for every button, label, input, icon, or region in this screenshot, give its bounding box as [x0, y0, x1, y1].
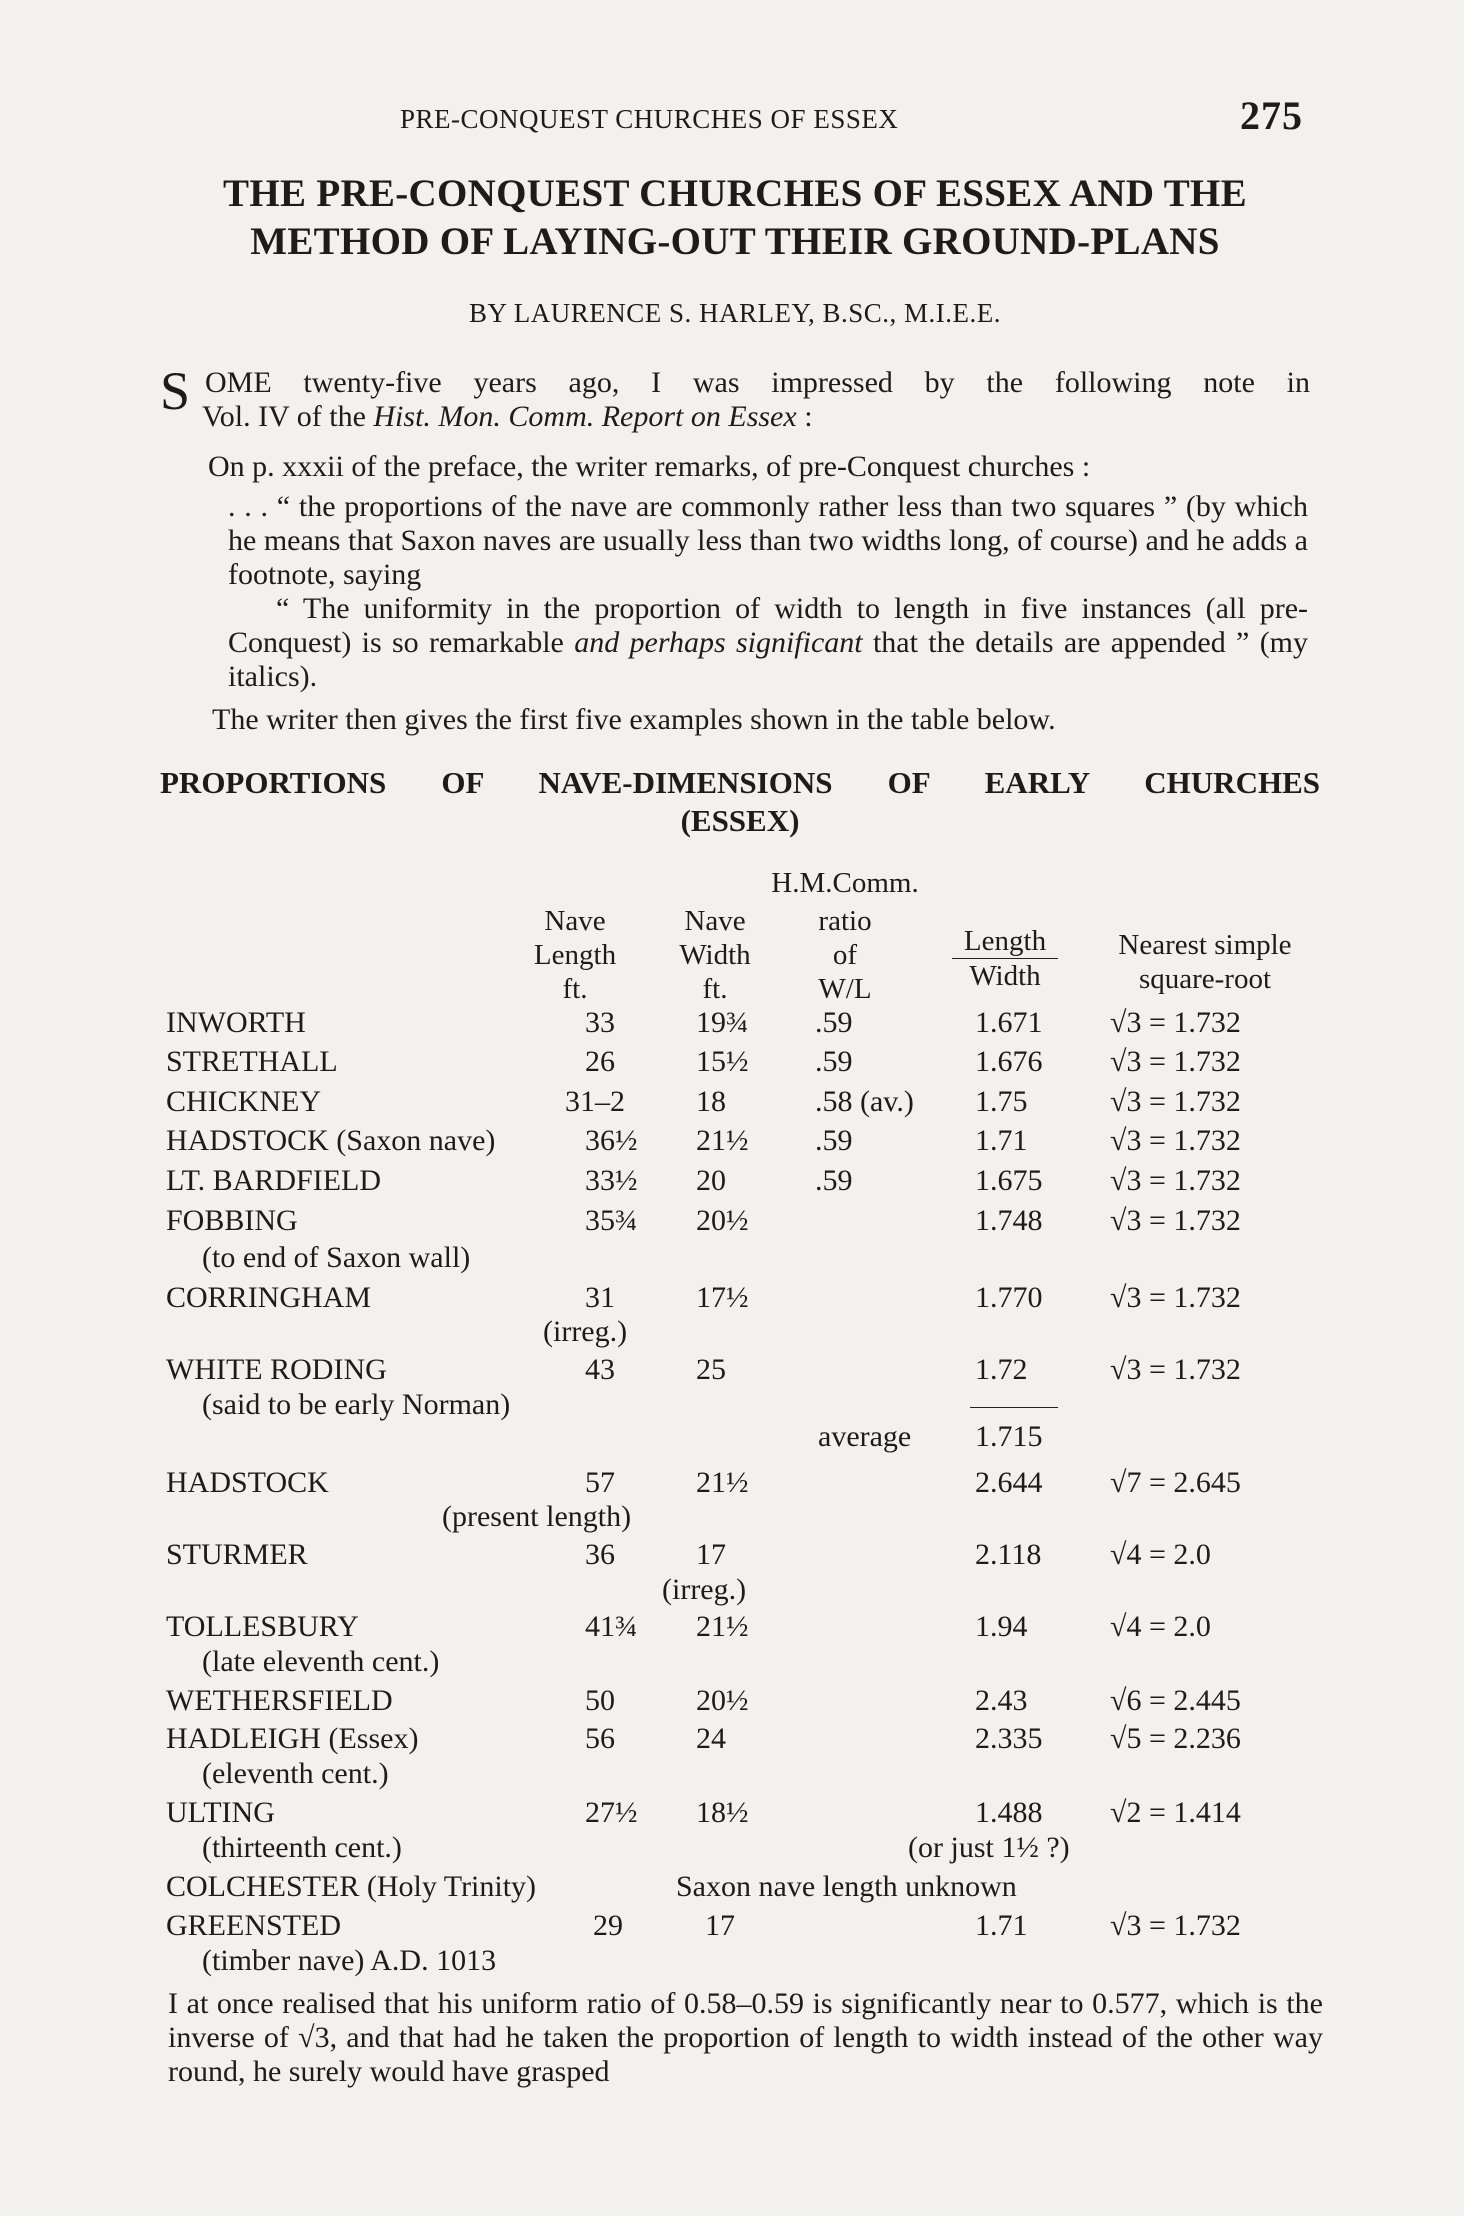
byline: BY LAURENCE S. HARLEY, B.SC., M.I.E.E. — [468, 298, 1002, 328]
length-width: 1.671 — [975, 1006, 1043, 1039]
intro-colon: : — [796, 400, 813, 433]
nearest-root: √7 = 2.645 — [1110, 1466, 1241, 1499]
running-head — [0, 93, 1464, 148]
nave-length: 31–2 — [565, 1085, 625, 1118]
closing-paragraph: I at once realised that his uniform ratio of 0.58–0.59 is significantly near to 0.577, which is the inverse of √3, and that had he taken the proportion of length to width instead of the other way round, he surely would have grasped — [168, 1987, 1323, 2088]
nearest-root: √3 = 1.732 — [1110, 1204, 1241, 1237]
width-note: (irreg.) — [662, 1573, 747, 1606]
church-note: (to end of Saxon wall) — [202, 1241, 471, 1274]
church-name: HADSTOCK (Saxon nave) — [166, 1124, 496, 1157]
table-row — [0, 1085, 1464, 1123]
church-note: (timber nave) A.D. 1013 — [202, 1944, 497, 1977]
nave-width-header — [650, 904, 780, 1006]
length-width: 1.75 — [975, 1085, 1028, 1118]
preface-sentence: On p. xxxii of the preface, the writer remarks, of pre-Conquest churches : — [208, 450, 1091, 483]
length-width: 1.488 — [975, 1796, 1043, 1829]
length-width-header — [940, 924, 1070, 993]
length-width: 1.94 — [975, 1610, 1028, 1643]
ratio: .58 (av.) — [815, 1085, 914, 1118]
nave-length: 50 — [585, 1684, 615, 1717]
nearest-root: √3 = 1.732 — [1110, 1124, 1241, 1157]
intro-line-2 — [202, 400, 1310, 434]
nave-width: 19¾ — [696, 1006, 749, 1039]
church-name: CORRINGHAM — [166, 1281, 372, 1314]
ratio: .59 — [815, 1124, 853, 1157]
table-row — [0, 1870, 1464, 1908]
nave-length: 33 — [585, 1006, 615, 1039]
length-width: 2.335 — [975, 1722, 1043, 1755]
header-text: Nearest simple — [1118, 929, 1292, 961]
nave-length: 29 — [593, 1909, 623, 1942]
church-name: GREENSTED — [166, 1909, 341, 1942]
church-name: HADLEIGH (Essex) — [166, 1722, 419, 1755]
nearest-root: √3 = 1.732 — [1110, 1045, 1241, 1078]
length-note: (irreg.) — [543, 1315, 628, 1348]
length-width-note: (or just 1½ ?) — [908, 1831, 1070, 1864]
header-text: ft. — [562, 973, 588, 1005]
church-name: LT. BARDFIELD — [166, 1164, 382, 1197]
drop-cap: S — [160, 361, 191, 421]
nave-length: 31 — [585, 1281, 615, 1314]
nearest-root: √2 = 1.414 — [1110, 1796, 1241, 1829]
nave-length: 57 — [585, 1466, 615, 1499]
nave-length: 27½ — [585, 1796, 638, 1829]
church-name: ULTING — [166, 1796, 275, 1829]
nave-width: 20½ — [696, 1204, 749, 1237]
church-name: WETHERSFIELD — [166, 1684, 393, 1717]
length-width: 1.748 — [975, 1204, 1043, 1237]
title-line-2: METHOD OF LAYING-OUT THEIR GROUND-PLANS — [250, 220, 1220, 263]
header-numerator: Length — [952, 924, 1058, 959]
nave-width: 21½ — [696, 1124, 749, 1157]
quote-end: that the details are appended ” (my italics). — [228, 626, 1309, 693]
table-row — [0, 1466, 1464, 1504]
church-name: CHICKNEY — [166, 1085, 321, 1118]
ratio: .59 — [815, 1164, 853, 1197]
church-name: COLCHESTER (Holy Trinity) — [166, 1870, 537, 1903]
nearest-root: √5 = 2.236 — [1110, 1722, 1241, 1755]
church-name: FOBBING — [166, 1204, 298, 1237]
table-heading — [160, 764, 1320, 840]
table-row — [0, 1045, 1464, 1083]
nave-length: 36 — [585, 1538, 615, 1571]
table-row — [0, 1164, 1464, 1202]
report-title: Hist. Mon. Comm. Report on Essex — [373, 400, 797, 433]
nearest-root: √4 = 2.0 — [1110, 1610, 1211, 1643]
header-text: Nave — [684, 905, 746, 937]
church-note: (thirteenth cent.) — [202, 1831, 402, 1864]
nave-length-header — [515, 904, 635, 1006]
table-row — [0, 1281, 1464, 1319]
nave-length: 33½ — [585, 1164, 638, 1197]
church-note: (late eleventh cent.) — [202, 1645, 440, 1678]
church-name: TOLLESBURY — [166, 1610, 359, 1643]
header-denominator: Width — [969, 960, 1041, 992]
table-row — [0, 1684, 1464, 1722]
nave-width: 17 — [705, 1909, 735, 1942]
header-text: ratio — [818, 905, 872, 937]
quotation — [228, 490, 1308, 694]
intro-line-1: OME twenty-five years ago, I was impressed by the following note in — [205, 366, 1310, 399]
length-width: 2.644 — [975, 1466, 1043, 1499]
length-width: 2.118 — [975, 1538, 1042, 1571]
nave-length: 43 — [585, 1353, 615, 1386]
article-title — [150, 170, 1320, 266]
church-name: HADSTOCK — [166, 1466, 329, 1499]
nave-width: 17½ — [696, 1281, 749, 1314]
header-text: Width — [679, 939, 751, 971]
table-row — [0, 1006, 1464, 1044]
length-width: 1.71 — [975, 1909, 1028, 1942]
nave-length: 26 — [585, 1045, 615, 1078]
header-text: Nave — [544, 905, 606, 937]
header-text: square-root — [1138, 963, 1272, 995]
quotation-1: . . . “ the proportions of the nave are commonly rather less than two squares ” (by which he means that Saxon naves are usually less than two widths long, of course) and he adds a footnote, saying — [228, 490, 1308, 591]
church-note: (present length) — [442, 1500, 632, 1533]
ratio-header — [790, 904, 900, 1006]
nave-width: 21½ — [696, 1610, 749, 1643]
page-number: 275 — [1240, 93, 1303, 138]
average-rule — [970, 1407, 1058, 1408]
church-note: (said to be early Norman) — [202, 1388, 511, 1421]
quote-text: “ The uniformity in the proportion of width to length in five instances (all pre-Conquest) is so remarkable — [228, 592, 1308, 659]
length-width: 1.72 — [975, 1353, 1028, 1386]
nearest-root: √3 = 1.732 — [1110, 1164, 1241, 1197]
nave-length: 41¾ — [585, 1610, 638, 1643]
table-row — [0, 1796, 1464, 1834]
nearest-root: √3 = 1.732 — [1110, 1085, 1241, 1118]
nave-width: 17 — [696, 1538, 726, 1571]
table-row — [0, 1538, 1464, 1576]
quotation-2 — [228, 592, 1308, 694]
length-width: 1.675 — [975, 1164, 1043, 1197]
ratio: .59 — [815, 1006, 853, 1039]
length-width: 1.71 — [975, 1124, 1028, 1157]
unknown-note: Saxon nave length unknown — [676, 1870, 1017, 1903]
church-name: STURMER — [166, 1538, 308, 1571]
church-name: WHITE RODING — [166, 1353, 387, 1386]
nave-width: 15½ — [696, 1045, 749, 1078]
header-text: of — [832, 939, 858, 971]
average-label: average — [818, 1420, 912, 1453]
intro-text: Vol. IV of the — [202, 400, 374, 433]
nave-width: 20½ — [696, 1684, 749, 1717]
nearest-root: √3 = 1.732 — [1110, 1281, 1241, 1314]
intro-paragraph — [202, 366, 1310, 434]
length-width: 1.676 — [975, 1045, 1043, 1078]
nearest-root: √4 = 2.0 — [1110, 1538, 1211, 1571]
church-name: STRETHALL — [166, 1045, 338, 1078]
table-row — [0, 1909, 1464, 1947]
table-row — [0, 1204, 1464, 1242]
table-row — [0, 1610, 1464, 1648]
header-text: W/L — [818, 973, 872, 1005]
nearest-root: √3 = 1.732 — [1110, 1909, 1241, 1942]
nave-width: 18½ — [696, 1796, 749, 1829]
nearest-root: √6 = 2.445 — [1110, 1684, 1241, 1717]
nearest-root-header — [1085, 928, 1325, 996]
nave-length: 35¾ — [585, 1204, 638, 1237]
running-title: PRE-CONQUEST CHURCHES OF ESSEX — [400, 104, 899, 134]
table-heading-line-2: (ESSEX) — [680, 803, 800, 838]
hm-comm-header: H.M.Comm. — [771, 867, 919, 899]
nave-width: 20 — [696, 1164, 726, 1197]
table-row — [0, 1124, 1464, 1162]
average-value: 1.715 — [975, 1420, 1043, 1453]
quote-italic: and perhaps significant — [574, 626, 863, 659]
nave-length: 56 — [585, 1722, 615, 1755]
title-line-1: THE PRE-CONQUEST CHURCHES OF ESSEX AND THE — [223, 172, 1247, 215]
table-heading-line-1: PROPORTIONS OF NAVE-DIMENSIONS OF EARLY CHURCHES — [160, 765, 1320, 800]
church-name: INWORTH — [166, 1006, 306, 1039]
ratio: .59 — [815, 1045, 853, 1078]
nearest-root: √3 = 1.732 — [1110, 1006, 1241, 1039]
length-width: 1.770 — [975, 1281, 1043, 1314]
nave-width: 18 — [696, 1085, 726, 1118]
nearest-root: √3 = 1.732 — [1110, 1353, 1241, 1386]
church-note: (eleventh cent.) — [202, 1757, 389, 1790]
examples-sentence: The writer then gives the first five examples shown in the table below. — [212, 703, 1056, 736]
nave-width: 24 — [696, 1722, 726, 1755]
nave-width: 21½ — [696, 1466, 749, 1499]
table-row — [0, 1353, 1464, 1391]
nave-length: 36½ — [585, 1124, 638, 1157]
header-text: ft. — [702, 973, 728, 1005]
header-text: Length — [533, 939, 617, 971]
nave-width: 25 — [696, 1353, 726, 1386]
table-row — [0, 1722, 1464, 1760]
length-width: 2.43 — [975, 1684, 1028, 1717]
